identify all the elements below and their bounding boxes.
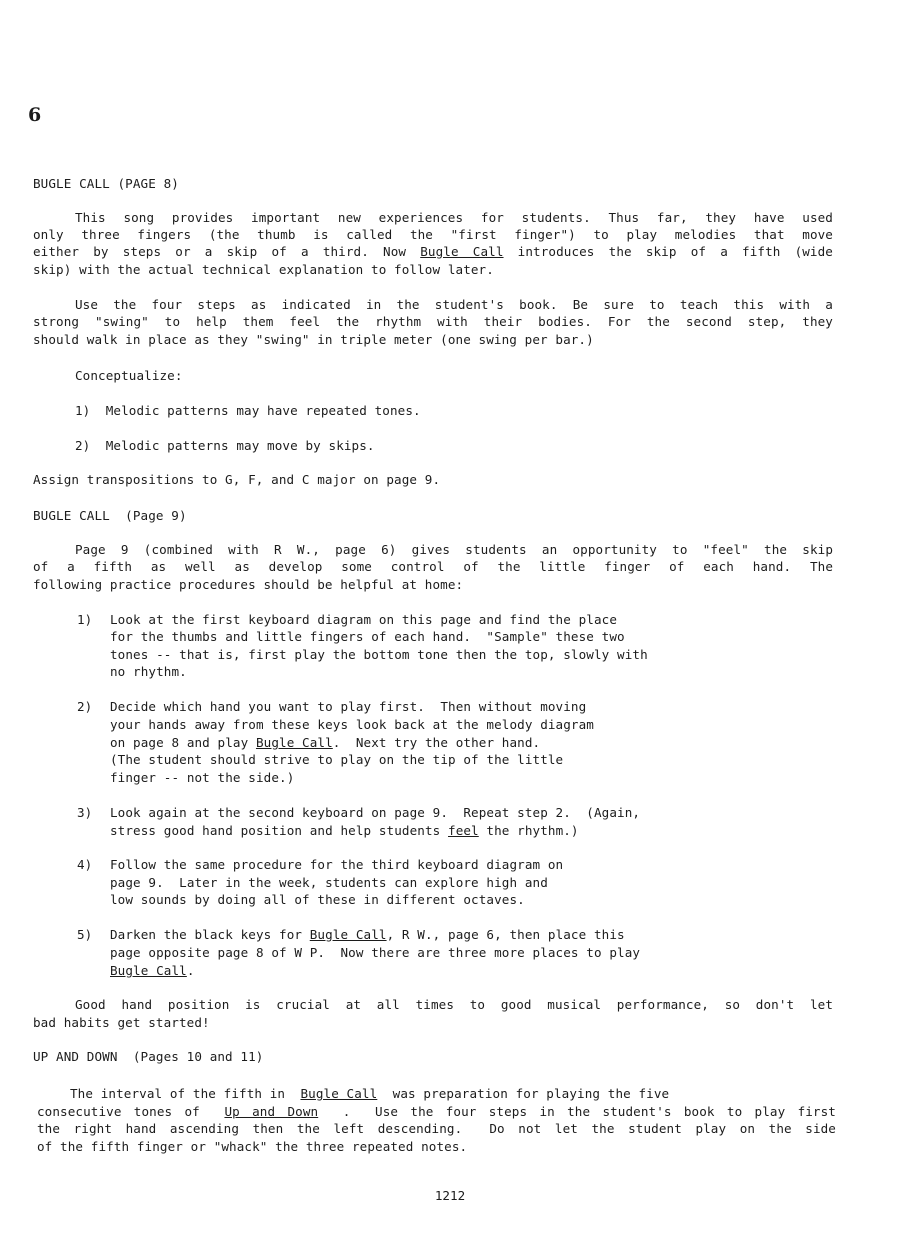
paragraph-line (37, 1104, 836, 1120)
page-footer-number: 1212 (434, 1188, 466, 1203)
step-line: (The student should strive to play on the tip of the little (110, 752, 564, 767)
step-line: Look again at the second keyboard on page 9. Repeat step 2. (Again, (110, 805, 641, 820)
paragraph-line: of the fifth finger or "whack" the three repeated notes. (37, 1139, 468, 1154)
step-line (110, 963, 195, 979)
text-run: was preparation for playing the five (377, 1086, 670, 1101)
underlined-title: Bugle Call (255, 735, 333, 750)
step-number: 2) (77, 699, 93, 714)
step-number: 1) (77, 612, 93, 627)
text-run: Darken the black keys for (110, 927, 310, 942)
text-run: . Next try the other hand. (332, 735, 541, 750)
step-line: page 9. Later in the week, students can explore high and (110, 875, 548, 890)
step-number: 5) (77, 927, 93, 942)
step-line: tones -- that is, first play the bottom tone then the top, slowly with (110, 647, 648, 662)
text-run: stress good hand position and help students (110, 823, 449, 838)
text-run: either by steps or a skip of a third. Now (33, 244, 421, 259)
paragraph-line: skip) with the actual technical explanation to follow later. (33, 262, 494, 277)
text-run: introduces the skip of a fifth (wide (503, 244, 833, 259)
paragraph-line: following practice procedures should be helpful at home: (33, 577, 464, 592)
step-line: finger -- not the side.) (110, 770, 295, 785)
step-line: for the thumbs and little fingers of each hand. "Sample" these two (110, 629, 625, 644)
text-run: the rhythm.) (478, 823, 579, 838)
step-line: Look at the first keyboard diagram on this page and find the place (110, 612, 618, 627)
section-heading-bugle-call-page-8: BUGLE CALL (PAGE 8) (33, 176, 179, 191)
step-line: low sounds by doing all of these in different octaves. (110, 892, 525, 907)
step-line: no rhythm. (110, 664, 187, 679)
section-heading-bugle-call-page-9: BUGLE CALL (Page 9) (33, 508, 187, 523)
paragraph-line: only three fingers (the thumb is called the "first finger") to play melodies that move (33, 227, 833, 242)
underlined-title: Bugle Call (420, 244, 504, 259)
section-heading-up-and-down: UP AND DOWN (Pages 10 and 11) (33, 1049, 264, 1064)
text-run: on page 8 and play (110, 735, 256, 750)
text-run: consecutive tones of (37, 1104, 225, 1119)
paragraph-line: the right hand ascending then the left descending. Do not let the student play on the side (37, 1121, 836, 1136)
underlined-title: Up and Down (224, 1104, 319, 1119)
paragraph-line: of a fifth as well as develop some control of the little finger of each hand. The (33, 559, 833, 574)
page-number: 6 (28, 104, 42, 126)
underlined-word: feel (448, 823, 479, 838)
step-line: Follow the same procedure for the third keyboard diagram on (110, 857, 564, 872)
step-line (110, 735, 540, 751)
text-run: . Use the four steps in the student's book to play first (318, 1104, 836, 1119)
paragraph-line (33, 244, 833, 260)
conceptualize-label: Conceptualize: (75, 368, 183, 383)
paragraph-line: strong "swing" to help them feel the rhythm with their bodies. For the second step, they (33, 314, 833, 329)
step-line: your hands away from these keys look back at the melody diagram (110, 717, 594, 732)
step-number: 4) (77, 857, 93, 872)
step-line (110, 823, 579, 839)
underlined-title: Bugle Call (300, 1086, 378, 1101)
concept-item: 2) Melodic patterns may move by skips. (75, 438, 375, 453)
paragraph-line (70, 1086, 669, 1102)
paragraph-line: Good hand position is crucial at all times to good musical performance, so don't let (75, 997, 833, 1012)
assign-line: Assign transpositions to G, F, and C major on page 9. (33, 472, 441, 487)
step-line: page opposite page 8 of W P. Now there are three more places to play (110, 945, 641, 960)
text-run: . (186, 963, 195, 978)
step-line: Decide which hand you want to play first. Then without moving (110, 699, 587, 714)
text-run: The interval of the fifth in (70, 1086, 301, 1101)
step-line (110, 927, 625, 943)
text-run: , R W., page 6, then place this (386, 927, 625, 942)
underlined-title: Bugle Call (309, 927, 387, 942)
step-number: 3) (77, 805, 93, 820)
paragraph-line: should walk in place as they "swing" in triple meter (one swing per bar.) (33, 332, 594, 347)
paragraph-line: Page 9 (combined with R W., page 6) gives students an opportunity to "feel" the skip (75, 542, 833, 557)
concept-item: 1) Melodic patterns may have repeated tones. (75, 403, 421, 418)
paragraph-line: This song provides important new experiences for students. Thus far, they have used (75, 210, 833, 225)
paragraph-line: Use the four steps as indicated in the student's book. Be sure to teach this with a (75, 297, 833, 312)
paragraph-line: bad habits get started! (33, 1015, 210, 1030)
underlined-title: Bugle Call (110, 963, 187, 978)
